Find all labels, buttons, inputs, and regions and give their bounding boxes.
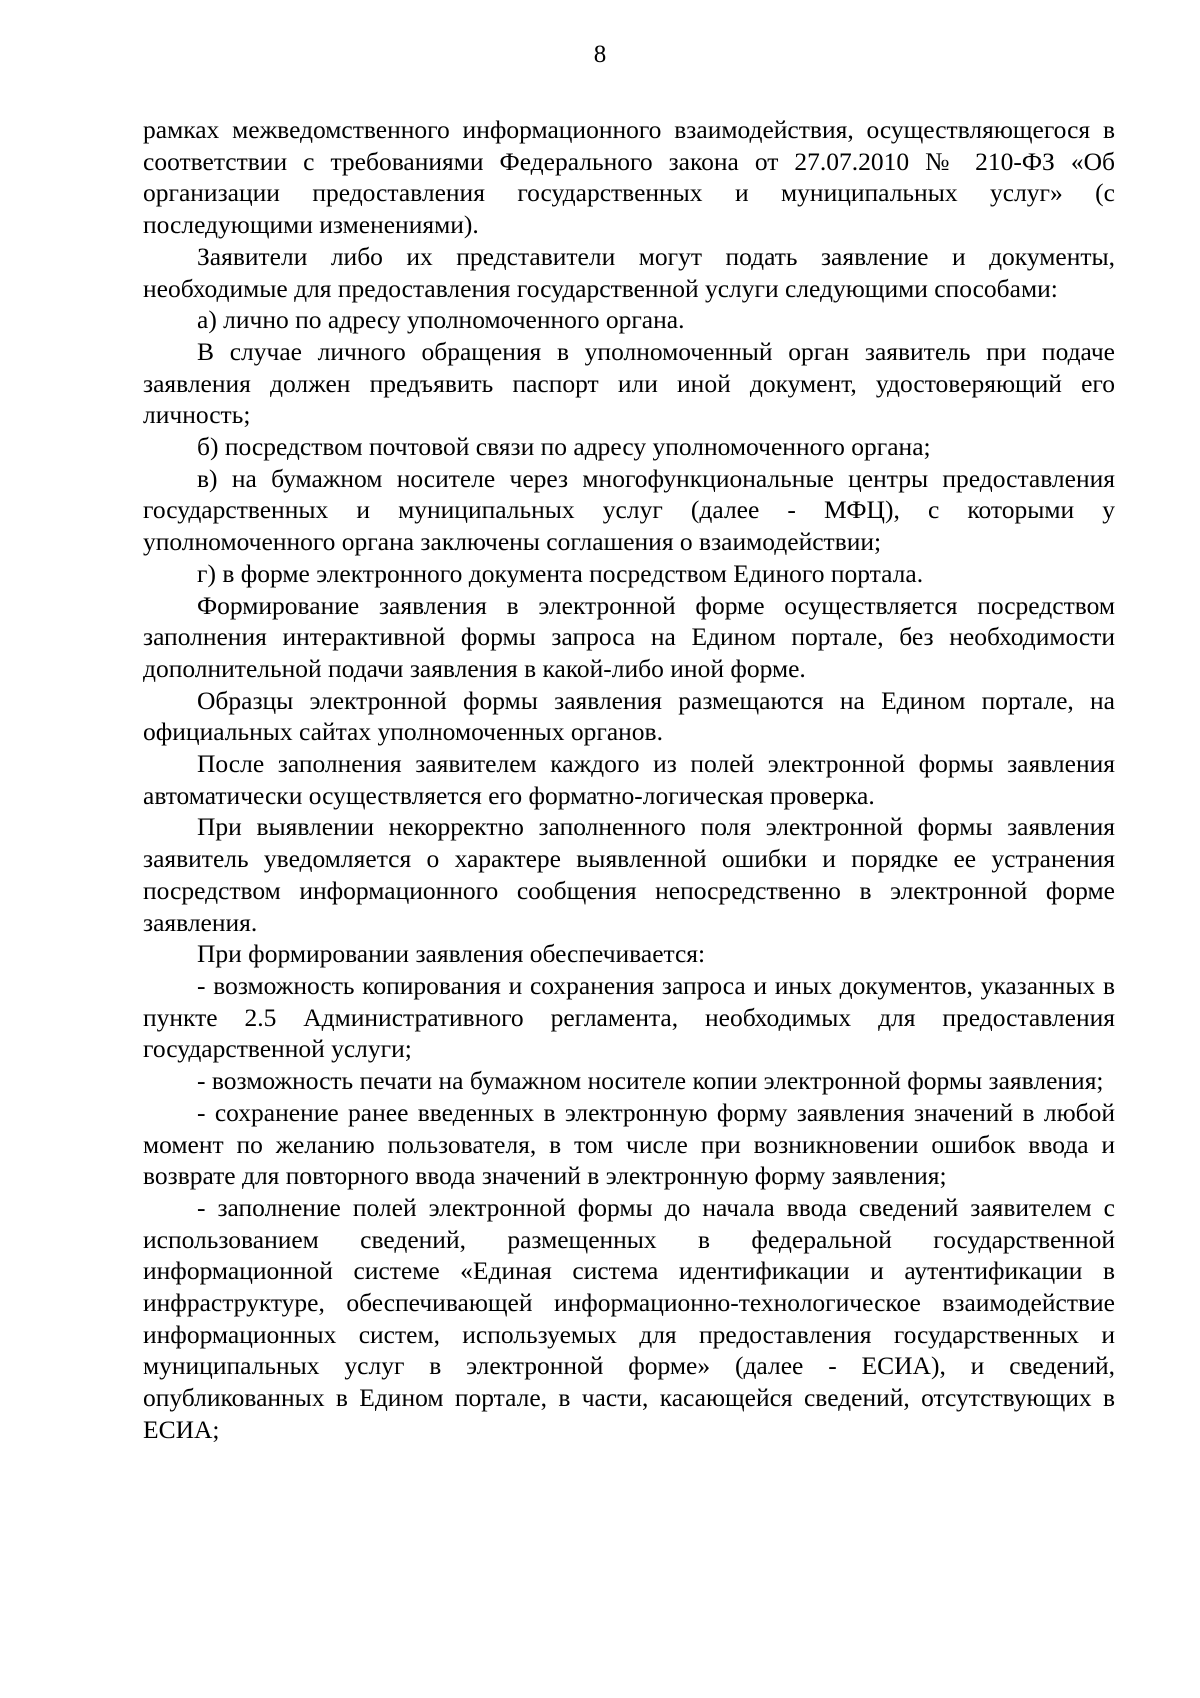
list-item-b: б) посредством почтовой связи по адресу уполномоченного органа;: [197, 432, 931, 462]
paragraph-form-samples: Образцы электронной формы заявления размещаются на Едином портале, на официальных сайтах уполномоченных органов.: [143, 685, 1115, 747]
paragraph-submission-methods: Заявители либо их представители могут подать заявление и документы, необходимые для предоставления государственной услуги следующими способами:: [143, 241, 1115, 303]
paragraph-format-check: После заполнения заявителем каждого из полей электронной формы заявления автоматически осуществляется его форматно-логическая проверка.: [143, 749, 1115, 810]
page-number: 8: [593, 41, 607, 68]
paragraph-electronic-form: Формирование заявления в электронной форме осуществляется посредством заполнения интерактивной формы запроса на Едином портале, без необходимости дополнительной подачи заявления в какой-либо иной форме.: [143, 590, 1115, 683]
list-item-v: в) на бумажном носителе через многофункциональные центры предоставления государственных и муниципальных услуг (далее - МФЦ), с которыми у уполномоченного органа заключены соглашения о взаимодействии;: [143, 463, 1115, 557]
paragraph-provided-features: При формировании заявления обеспечивается:: [197, 939, 706, 969]
bullet-print: - возможность печати на бумажном носителе копии электронной формы заявления;: [197, 1066, 1104, 1096]
paragraph-continuation: рамках межведомственного информационного взаимодействия, осуществляющегося в соответствии с требованиями Федерального закона от 27.07.2010 № 210-ФЗ «Об организации предоставления государственных и муниципальных услуг» (с последующими изменениями).: [143, 115, 1115, 240]
list-item-a: а) лично по адресу уполномоченного органа.: [197, 305, 685, 335]
bullet-save-values: - сохранение ранее введенных в электронную форму заявления значений в любой момент по желанию пользователя, в том числе при возникновении ошибок ввода и возврате для повторного ввода значений в электронную форму заявления;: [143, 1097, 1115, 1191]
bullet-copy-save: - возможность копирования и сохранения запроса и иных документов, указанных в пункте 2.5 Административного регламента, необходимых для предоставления государственной услуги;: [143, 970, 1115, 1064]
document-body: [143, 114, 1115, 1446]
paragraph-error-notification: При выявлении некорректно заполненного поля электронной формы заявления заявитель уведомляется о характере выявленной ошибки и порядке ее устранения посредством информационного сообщения непосредственно в электронной форме заявления.: [143, 812, 1115, 937]
paragraph-personal-visit: В случае личного обращения в уполномоченный орган заявитель при подаче заявления должен предъявить паспорт или иной документ, удостоверяющий его личность;: [143, 336, 1115, 430]
list-item-g: г) в форме электронного документа посредством Единого портала.: [197, 558, 924, 588]
bullet-prefill-esia: - заполнение полей электронной формы до начала ввода сведений заявителем с использованием сведений, размещенных в федеральной государственной информационной системе «Единая система идентификации и аутентификации в инфраструктуре, обеспечивающей информационно-технологическое взаимодействие информационных систем, используемых для предоставления государственных и муниципальных услуг в электронной форме» (далее - ЕСИА), и сведений, опубликованных в Едином портале, в части, касающейся сведений, отсутствующих в ЕСИА;: [143, 1192, 1115, 1444]
